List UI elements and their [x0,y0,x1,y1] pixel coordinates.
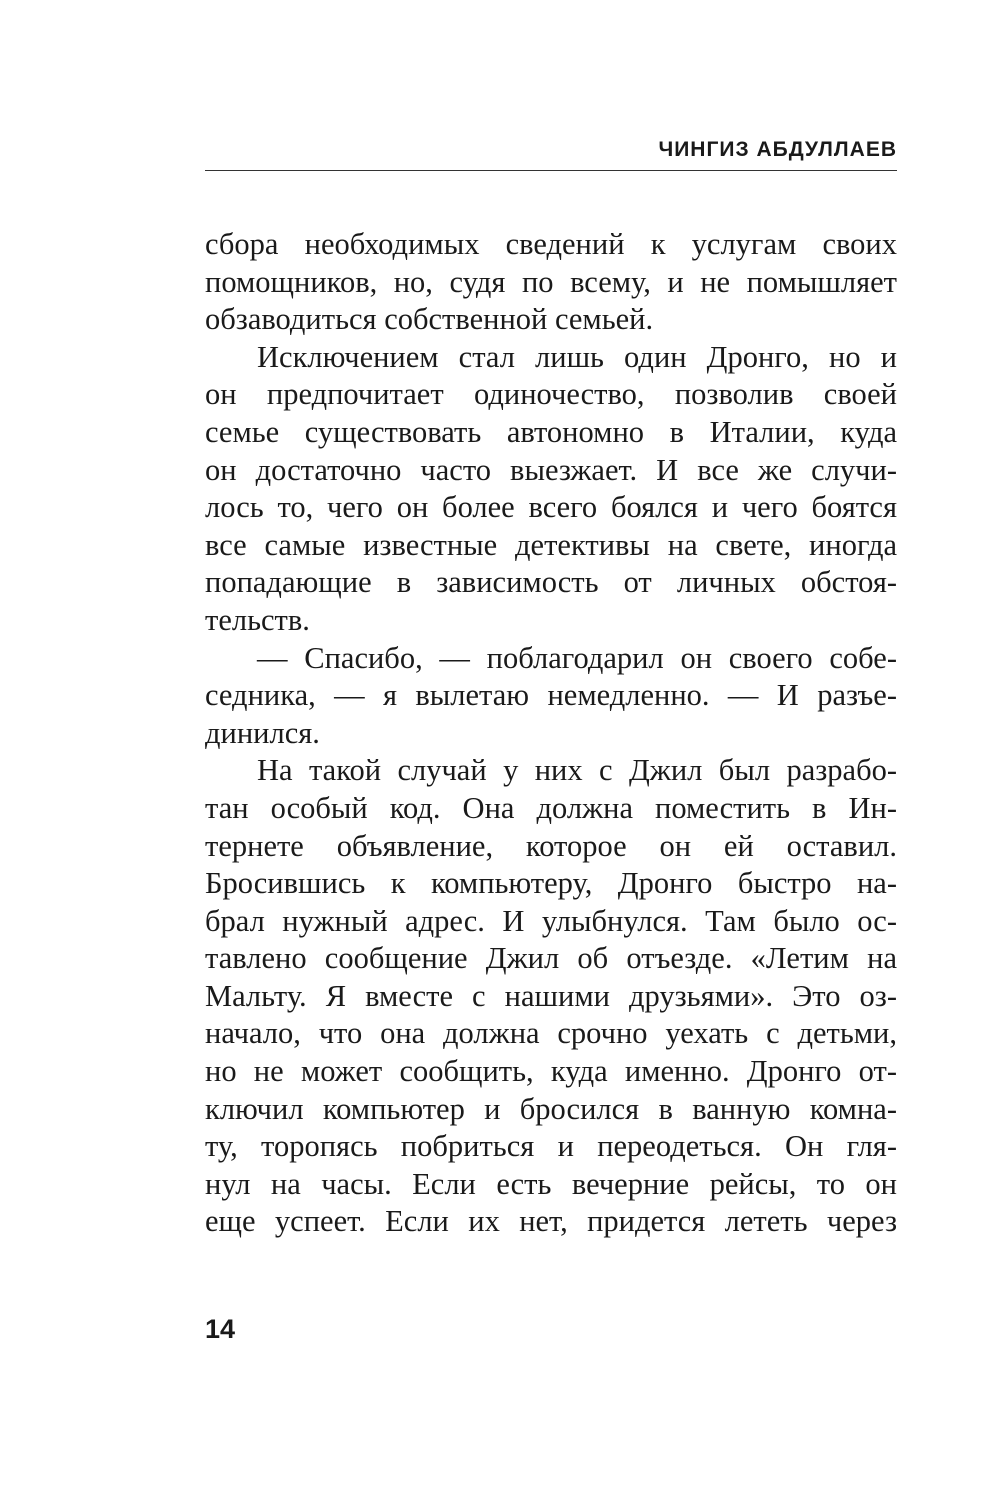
text-line: начало, что она должна срочно уехать с детьми, [205,1016,897,1051]
paragraph [205,339,897,640]
body-text [205,226,897,1241]
text-line: тан особый код. Она должна поместить в Ин- [205,790,897,825]
text-line: он достаточно часто выезжает. И все же случи- [205,452,897,487]
text-line: брал нужный адрес. И улыбнулся. Там было ос- [205,903,897,938]
text-line: тавлено сообщение Джил об отъезде. «Летим на [205,941,897,976]
text-line: но не может сообщить, куда именно. Дронго от- [205,1054,897,1089]
paragraph [205,226,897,339]
text-line: седника, — я вылетаю немедленно. — И разъе- [205,678,897,713]
text-line: ту, торопясь побриться и переодеться. Он гля- [205,1129,897,1164]
text-line: ключил компьютер и бросился в ванную комна- [205,1091,897,1126]
text-line: Исключением стал лишь один Дронго, но и [257,339,897,374]
page-number: 14 [205,1314,236,1344]
header-rule [205,170,897,171]
text-line: семье существовать автономно в Италии, куда [205,414,897,449]
text-line: еще успеет. Если их нет, придется лететь через [205,1204,897,1239]
text-line: помощников, но, судя по всему, и не помышляет [205,264,897,299]
text-line: нул на часы. Если есть вечерние рейсы, то он [205,1166,897,1201]
paragraph [205,640,897,753]
text-line: динился. [205,715,320,750]
text-line: тельств. [205,602,310,637]
text-line: все самые известные детективы на свете, иногда [205,527,897,562]
text-line: — Спасибо, — поблагодарил он своего собе- [257,640,897,675]
text-line: сбора необходимых сведений к услугам своих [205,227,897,261]
text-line: обзаводиться собственной семьей. [205,302,654,337]
paragraph [205,752,897,1241]
running-head-author: ЧИНГИЗ АБДУЛЛАЕВ [658,138,897,161]
text-line: попадающие в зависимость от личных обстоя- [205,565,897,600]
text-line: Мальту. Я вместе с нашими друзьями». Это оз- [205,978,897,1013]
text-line: лось то, чего он более всего боялся и чего боятся [205,490,897,525]
text-line: он предпочитает одиночество, позволив своей [205,377,897,412]
text-line: На такой случай у них с Джил был разрабо- [257,753,897,788]
text-line: Бросившись к компьютеру, Дронго быстро на- [205,866,897,901]
text-line: тернете объявление, которое он ей оставил. [205,828,897,863]
